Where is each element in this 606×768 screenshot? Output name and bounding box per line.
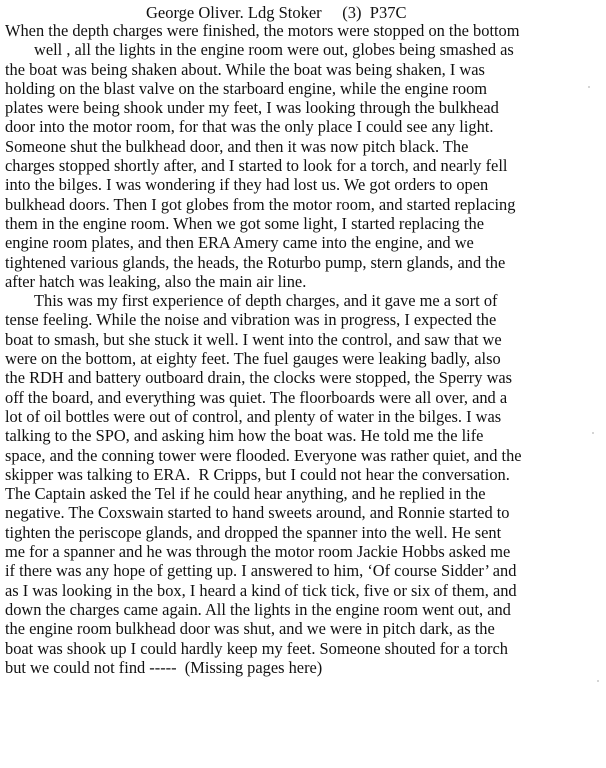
text-line: bulkhead doors. Then I got globes from the motor room, and started replacing (5, 194, 516, 214)
text-line: This was my first experience of depth charges, and it gave me a sort of (34, 291, 498, 311)
text-line: if there was any hope of getting up. I answered to him, ‘Of course Sidder’ and (5, 561, 517, 581)
text-line: tense feeling. While the noise and vibration was in progress, I expected the (5, 310, 497, 330)
text-line: the RDH and battery outboard drain, the clocks were stopped, the Sperry was (5, 368, 513, 388)
text-line: down the charges came again. All the lights in the engine room went out, and (5, 599, 511, 619)
document-body (5, 21, 605, 677)
text-line: them in the engine room. When we got some light, I started replacing the (5, 213, 484, 233)
text-line: boat to smash, but she stuck it well. I went into the control, and saw that we (5, 329, 502, 349)
text-line: into the bilges. I was wondering if they had lost us. We got orders to open (5, 175, 489, 195)
text-line: tightened various glands, the heads, the Roturbo pump, stern glands, and the (5, 252, 506, 272)
text-line: When the depth charges were finished, the motors were stopped on the bottom (5, 21, 520, 40)
text-line: me for a spanner and he was through the motor room Jackie Hobbs asked me (5, 542, 511, 562)
text-line: talking to the SPO, and asking him how the boat was. He told me the life (5, 426, 484, 446)
text-line: engine room plates, and then ERA Amery came into the engine, and we (5, 233, 474, 253)
text-line: space, and the conning tower were flooded. Everyone was rather quiet, and the (5, 445, 522, 465)
text-line: skipper was talking to ERA. R Cripps, but I could not hear the conversation. (5, 464, 510, 484)
text-line: were on the bottom, at eighty feet. The fuel gauges were leaking badly, also (5, 349, 501, 369)
text-line: the engine room bulkhead door was shut, and we were in pitch dark, as the (5, 619, 495, 639)
text-line: door into the motor room, for that was the only place I could see any light. (5, 117, 494, 137)
text-line: off the board, and everything was quiet. The floorboards were all over, and a (5, 387, 508, 407)
text-line: plates were being shook under my feet, I was looking through the bulkhead (5, 98, 499, 118)
text-line: holding on the blast valve on the starboard engine, while the engine room (5, 78, 488, 98)
text-line: lot of oil bottles were out of control, and plenty of water in the bilges. I was (5, 406, 502, 426)
text-line: the boat was being shaken about. While the boat was being shaken, I was (5, 59, 485, 79)
text-line: after hatch was leaking, also the main air line. (5, 271, 307, 291)
text-line: tighten the periscope glands, and dropped the spanner into the well. He sent (5, 522, 502, 542)
text-line: boat was shook up I could hardly keep my feet. Someone shouted for a torch (5, 638, 508, 658)
text-line: charges stopped shortly after, and I started to look for a torch, and nearly fell (5, 156, 508, 176)
document-header: George Oliver. Ldg Stoker (3) P37C (146, 3, 407, 22)
scan-speck (597, 680, 599, 682)
scan-speck (588, 86, 590, 88)
scan-speck (592, 432, 594, 434)
text-line: The Captain asked the Tel if he could hear anything, and he replied in the (5, 484, 486, 504)
text-line: as I was looking in the box, I heard a kind of tick tick, five or six of them, and (5, 580, 517, 600)
text-line: well , all the lights in the engine room were out, globes being smashed as (34, 40, 514, 60)
text-line: Someone shut the bulkhead door, and then it was now pitch black. The (5, 136, 469, 156)
text-line: but we could not find ----- (Missing pages here) (5, 657, 323, 677)
text-line: negative. The Coxswain started to hand sweets around, and Ronnie started to (5, 503, 510, 523)
